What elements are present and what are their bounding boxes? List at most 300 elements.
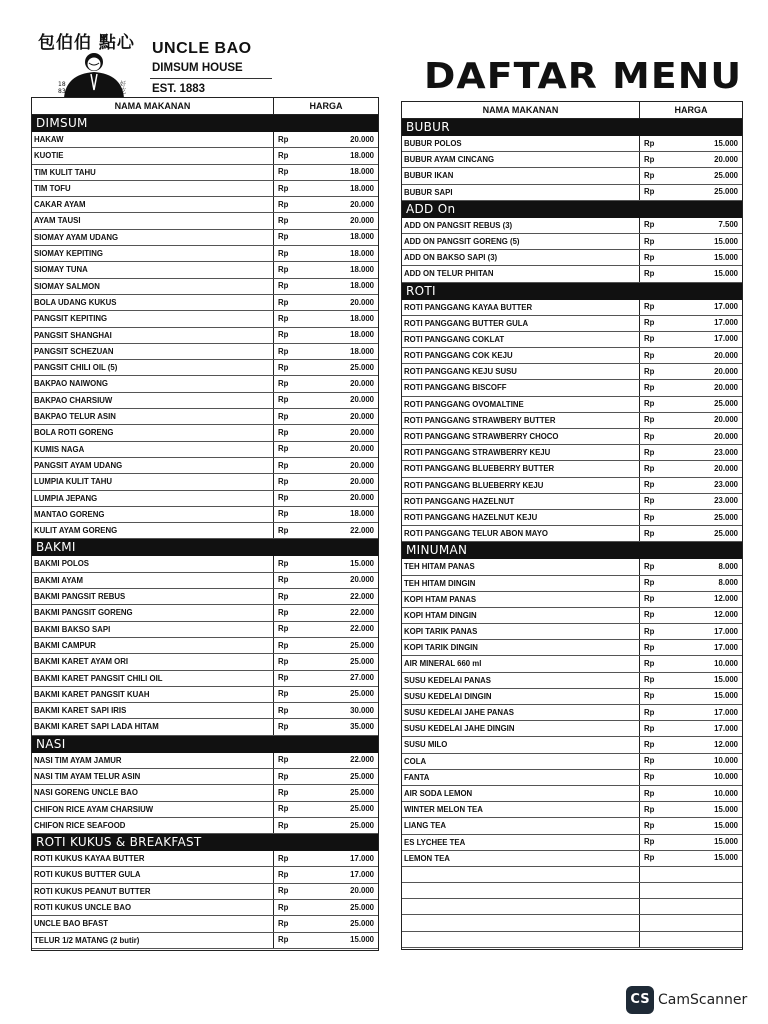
item-currency: Rp xyxy=(278,559,289,569)
menu-item-row xyxy=(32,328,378,344)
item-price: 25.000 xyxy=(350,689,374,699)
menu-item-row xyxy=(32,262,378,278)
item-price: 20.000 xyxy=(714,431,738,441)
item-name: ROTI PANGGANG BISCOFF xyxy=(402,380,640,395)
item-price: 20.000 xyxy=(350,216,374,226)
menu-item-row xyxy=(402,185,742,201)
item-currency: Rp xyxy=(278,722,289,732)
item-name: BAKMI AYAM xyxy=(32,573,274,588)
item-currency: Rp xyxy=(278,886,289,896)
item-currency: Rp xyxy=(278,281,289,291)
menu-item-row xyxy=(402,152,742,168)
item-currency: Rp xyxy=(644,723,655,733)
menu-item-row xyxy=(402,168,742,184)
item-currency: Rp xyxy=(644,675,655,685)
item-name: FANTA xyxy=(402,770,640,785)
item-currency: Rp xyxy=(278,935,289,945)
item-name: ROTI PANGGANG BUTTER GULA xyxy=(402,316,640,331)
item-currency: Rp xyxy=(278,444,289,454)
item-price: 15.000 xyxy=(714,804,738,814)
item-price: 27.000 xyxy=(350,673,374,683)
item-name: SUSU KEDELAI JAHE PANAS xyxy=(402,705,640,720)
item-price: 10.000 xyxy=(714,772,738,782)
item-name: LIANG TEA xyxy=(402,818,640,833)
item-price: 25.000 xyxy=(350,640,374,650)
item-currency: Rp xyxy=(644,350,655,360)
menu-item-row xyxy=(32,474,378,490)
item-currency: Rp xyxy=(278,150,289,160)
section-header: ADD On xyxy=(402,201,742,218)
left-menu-table xyxy=(31,97,379,951)
item-name: LEMON TEA xyxy=(402,851,640,866)
section-header: MINUMAN xyxy=(402,542,742,559)
item-name: AYAM TAUSI xyxy=(32,213,274,228)
item-name: PANGSIT SCHEZUAN xyxy=(32,344,274,359)
section-header: DIMSUM xyxy=(32,115,378,132)
item-price: 18.000 xyxy=(350,330,374,340)
menu-item-row xyxy=(402,624,742,640)
menu-item-row xyxy=(32,605,378,621)
item-currency: Rp xyxy=(644,318,655,328)
item-name: CHIFON RICE SEAFOOD xyxy=(32,818,274,833)
item-name: BUBUR POLOS xyxy=(402,136,640,151)
item-currency: Rp xyxy=(278,705,289,715)
menu-item-row xyxy=(32,556,378,572)
item-currency: Rp xyxy=(278,134,289,144)
item-currency: Rp xyxy=(278,656,289,666)
item-price: 17.000 xyxy=(714,318,738,328)
item-currency: Rp xyxy=(644,659,655,669)
brand-name: UNCLE BAO xyxy=(152,40,252,57)
item-currency: Rp xyxy=(278,607,289,617)
item-currency: Rp xyxy=(644,366,655,376)
item-name: KOPI HTAM DINGIN xyxy=(402,608,640,623)
menu-item-row xyxy=(402,478,742,494)
item-price: 23.000 xyxy=(714,447,738,457)
item-currency: Rp xyxy=(278,820,289,830)
item-currency: Rp xyxy=(644,561,655,571)
item-price: 20.000 xyxy=(350,379,374,389)
camscanner-label: CamScanner xyxy=(658,992,748,1008)
item-price: 25.000 xyxy=(350,787,374,797)
item-price: 20.000 xyxy=(714,415,738,425)
item-price: 18.000 xyxy=(350,150,374,160)
logo-chinese-name: 包伯伯 點心 xyxy=(38,33,135,53)
menu-item-row xyxy=(402,461,742,477)
item-name: ROTI KUKUS BUTTER GULA xyxy=(32,867,274,882)
item-price: 18.000 xyxy=(350,509,374,519)
item-name: TIM KULIT TAHU xyxy=(32,165,274,180)
item-price: 17.000 xyxy=(350,853,374,863)
item-currency: Rp xyxy=(278,591,289,601)
item-currency: Rp xyxy=(644,447,655,457)
item-name: ROTI KUKUS KAYAA BUTTER xyxy=(32,851,274,866)
item-name: SUSU KEDELAI JAHE DINGIN xyxy=(402,721,640,736)
item-name: PANGSIT KEPITING xyxy=(32,311,274,326)
item-name: PANGSIT AYAM UDANG xyxy=(32,458,274,473)
menu-item-row xyxy=(32,573,378,589)
menu-item-row xyxy=(32,181,378,197)
item-price: 17.000 xyxy=(714,334,738,344)
item-name: SUSU KEDELAI PANAS xyxy=(402,673,640,688)
item-name: TEH HITAM PANAS xyxy=(402,559,640,574)
empty-cell xyxy=(402,932,640,947)
logo xyxy=(38,28,148,98)
item-name: NASI GORENG UNCLE BAO xyxy=(32,785,274,800)
empty-cell xyxy=(402,915,640,930)
item-price: 18.000 xyxy=(350,265,374,275)
item-name: SUSU KEDELAI DINGIN xyxy=(402,689,640,704)
established-year: EST. 1883 xyxy=(152,83,206,95)
item-price: 17.000 xyxy=(350,870,374,880)
menu-item-row xyxy=(32,507,378,523)
item-price: 20.000 xyxy=(350,134,374,144)
item-name: TIM TOFU xyxy=(32,181,274,196)
menu-item-row xyxy=(32,360,378,376)
item-name: BAKMI BAKSO SAPI xyxy=(32,622,274,637)
item-name: CHIFON RICE AYAM CHARSIUW xyxy=(32,802,274,817)
svg-text:好: 好 xyxy=(120,81,127,88)
item-currency: Rp xyxy=(278,216,289,226)
item-price: 25.000 xyxy=(350,919,374,929)
item-currency: Rp xyxy=(278,853,289,863)
item-currency: Rp xyxy=(278,689,289,699)
item-name: ROTI PANGGANG TELUR ABON MAYO xyxy=(402,526,640,541)
item-name: KOPI TARIK DINGIN xyxy=(402,640,640,655)
item-price: 18.000 xyxy=(350,183,374,193)
menu-item-row xyxy=(402,136,742,152)
menu-item-row xyxy=(402,413,742,429)
item-currency: Rp xyxy=(278,804,289,814)
item-price: 7.500 xyxy=(718,220,738,230)
item-currency: Rp xyxy=(644,334,655,344)
item-name: BAKMI CAMPUR xyxy=(32,638,274,653)
item-price: 22.000 xyxy=(350,607,374,617)
item-name: PANGSIT SHANGHAI xyxy=(32,328,274,343)
menu-item-row xyxy=(32,933,378,949)
menu-item-row xyxy=(32,148,378,164)
svg-text:18: 18 xyxy=(58,81,66,88)
column-header-name: NAMA MAKANAN xyxy=(32,98,274,114)
item-price: 10.000 xyxy=(714,788,738,798)
item-currency: Rp xyxy=(278,346,289,356)
item-name: BAKMI PANGSIT GORENG xyxy=(32,605,274,620)
item-currency: Rp xyxy=(644,853,655,863)
item-currency: Rp xyxy=(278,167,289,177)
menu-item-row xyxy=(32,442,378,458)
menu-item-row xyxy=(32,867,378,883)
item-name: BAKMI KARET PANGSIT CHILI OIL xyxy=(32,671,274,686)
item-name: LUMPIA JEPANG xyxy=(32,491,274,506)
item-name: ROTI PANGGANG KAYAA BUTTER xyxy=(402,300,640,315)
item-price: 20.000 xyxy=(350,199,374,209)
menu-item-row xyxy=(32,769,378,785)
item-currency: Rp xyxy=(644,480,655,490)
item-name: KOPI HTAM PANAS xyxy=(402,592,640,607)
item-name: NASI TIM AYAM TELUR ASIN xyxy=(32,769,274,784)
item-price: 25.000 xyxy=(714,528,738,538)
item-currency: Rp xyxy=(278,640,289,650)
menu-item-row xyxy=(402,851,742,867)
item-price: 18.000 xyxy=(350,232,374,242)
item-price: 20.000 xyxy=(350,395,374,405)
item-price: 20.000 xyxy=(714,463,738,473)
item-name: TELUR 1/2 MATANG (2 butir) xyxy=(32,933,274,948)
item-currency: Rp xyxy=(278,771,289,781)
item-currency: Rp xyxy=(644,302,655,312)
item-name: BOLA UDANG KUKUS xyxy=(32,295,274,310)
item-currency: Rp xyxy=(644,170,655,180)
svg-text:83: 83 xyxy=(58,88,66,95)
item-name: ROTI PANGGANG STRAWBERY BUTTER xyxy=(402,413,640,428)
menu-item-row xyxy=(32,279,378,295)
menu-item-row xyxy=(402,559,742,575)
menu-item-row xyxy=(32,654,378,670)
menu-item-row xyxy=(32,295,378,311)
item-price: 20.000 xyxy=(714,366,738,376)
menu-item-row xyxy=(402,737,742,753)
item-currency: Rp xyxy=(644,463,655,473)
item-name: AIR MINERAL 660 ml xyxy=(402,656,640,671)
item-name: BUBUR AYAM CINCANG xyxy=(402,152,640,167)
item-price: 25.000 xyxy=(350,820,374,830)
empty-cell xyxy=(402,867,640,882)
item-currency: Rp xyxy=(644,399,655,409)
item-price: 20.000 xyxy=(350,460,374,470)
item-name: ROTI PANGGANG BLUEBERRY KEJU xyxy=(402,478,640,493)
section-header: BUBUR xyxy=(402,119,742,136)
menu-item-row xyxy=(32,884,378,900)
menu-item-row xyxy=(402,510,742,526)
item-name: AIR SODA LEMON xyxy=(402,786,640,801)
item-name: BUBUR IKAN xyxy=(402,168,640,183)
camscanner-watermark xyxy=(626,986,747,1014)
item-price: 20.000 xyxy=(350,444,374,454)
item-currency: Rp xyxy=(278,787,289,797)
item-currency: Rp xyxy=(644,642,655,652)
item-name: BAKPAO TELUR ASIN xyxy=(32,409,274,424)
item-currency: Rp xyxy=(278,525,289,535)
empty-row xyxy=(402,899,742,915)
item-price: 15.000 xyxy=(350,559,374,569)
item-name: ROTI PANGGANG HAZELNUT xyxy=(402,494,640,509)
item-price: 22.000 xyxy=(350,624,374,634)
item-price: 17.000 xyxy=(714,707,738,717)
item-currency: Rp xyxy=(278,265,289,275)
item-name: HAKAW xyxy=(32,132,274,147)
item-currency: Rp xyxy=(644,626,655,636)
item-currency: Rp xyxy=(644,252,655,262)
item-name: ROTI PANGGANG COKLAT xyxy=(402,332,640,347)
item-price: 20.000 xyxy=(350,476,374,486)
menu-item-row xyxy=(32,523,378,539)
item-name: ROTI PANGGANG BLUEBERRY BUTTER xyxy=(402,461,640,476)
item-currency: Rp xyxy=(644,756,655,766)
menu-item-row xyxy=(402,445,742,461)
menu-item-row xyxy=(402,640,742,656)
item-price: 15.000 xyxy=(714,236,738,246)
item-currency: Rp xyxy=(644,578,655,588)
item-currency: Rp xyxy=(644,154,655,164)
menu-item-row xyxy=(32,900,378,916)
menu-item-row xyxy=(32,409,378,425)
item-price: 20.000 xyxy=(714,383,738,393)
item-currency: Rp xyxy=(278,575,289,585)
item-name: UNCLE BAO BFAST xyxy=(32,916,274,931)
menu-item-row xyxy=(32,344,378,360)
right-menu-table xyxy=(401,101,743,950)
item-name: COLA xyxy=(402,754,640,769)
item-currency: Rp xyxy=(278,428,289,437)
item-name: ROTI KUKUS PEANUT BUTTER xyxy=(32,884,274,899)
menu-item-row xyxy=(32,785,378,801)
item-name: SIOMAY AYAM UDANG xyxy=(32,230,274,245)
item-price: 10.000 xyxy=(714,756,738,766)
menu-item-row xyxy=(32,213,378,229)
item-name: ROTI PANGGANG STRAWBERRY KEJU xyxy=(402,445,640,460)
menu-item-row xyxy=(32,638,378,654)
empty-cell xyxy=(402,899,640,914)
item-currency: Rp xyxy=(278,624,289,634)
item-price: 18.000 xyxy=(350,167,374,177)
item-price: 15.000 xyxy=(714,837,738,847)
item-price: 18.000 xyxy=(350,313,374,323)
camscanner-logo-icon: CS xyxy=(626,986,654,1014)
header-divider xyxy=(150,78,272,79)
item-name: TEH HITAM DINGIN xyxy=(402,576,640,591)
table-header xyxy=(402,102,742,119)
menu-item-row xyxy=(32,851,378,867)
empty-cell xyxy=(402,883,640,898)
item-currency: Rp xyxy=(278,476,289,486)
item-name: ROTI PANGGANG OVOMALTINE xyxy=(402,397,640,412)
item-name: BAKPAO CHARSIUW xyxy=(32,393,274,408)
menu-item-row xyxy=(32,458,378,474)
item-price: 25.000 xyxy=(350,656,374,666)
menu-item-row xyxy=(402,266,742,282)
menu-item-row xyxy=(402,316,742,332)
item-price: 35.000 xyxy=(350,722,374,732)
item-currency: Rp xyxy=(644,707,655,717)
item-price: 8.000 xyxy=(718,578,738,588)
item-price: 20.000 xyxy=(350,428,374,437)
item-currency: Rp xyxy=(278,379,289,389)
table-header xyxy=(32,98,378,115)
item-currency: Rp xyxy=(278,297,289,307)
item-price: 8.000 xyxy=(718,561,738,571)
menu-item-row xyxy=(32,197,378,213)
menu-item-row xyxy=(402,770,742,786)
item-currency: Rp xyxy=(644,512,655,522)
item-name: SIOMAY TUNA xyxy=(32,262,274,277)
item-price: 25.000 xyxy=(714,512,738,522)
item-price: 25.000 xyxy=(350,804,374,814)
item-price: 17.000 xyxy=(714,723,738,733)
chef-figure-icon xyxy=(56,50,132,98)
page-title: DAFTAR MENU xyxy=(424,56,743,97)
item-price: 23.000 xyxy=(714,496,738,506)
item-name: BAKMI PANGSIT REBUS xyxy=(32,589,274,604)
item-name: ADD ON TELUR PHITAN xyxy=(402,266,640,281)
menu-item-row xyxy=(402,429,742,445)
item-currency: Rp xyxy=(644,610,655,620)
empty-row xyxy=(402,883,742,899)
item-price: 20.000 xyxy=(350,297,374,307)
item-price: 17.000 xyxy=(714,302,738,312)
item-name: BAKMI POLOS xyxy=(32,556,274,571)
item-currency: Rp xyxy=(644,187,655,197)
item-price: 12.000 xyxy=(714,610,738,620)
item-currency: Rp xyxy=(644,138,655,148)
item-price: 18.000 xyxy=(350,248,374,258)
item-price: 25.000 xyxy=(714,187,738,197)
empty-row xyxy=(402,915,742,931)
item-price: 22.000 xyxy=(350,755,374,765)
column-header-price: HARGA xyxy=(309,100,343,111)
menu-item-row xyxy=(402,673,742,689)
item-name: SIOMAY SALMON xyxy=(32,279,274,294)
menu-item-row xyxy=(32,753,378,769)
menu-item-row xyxy=(32,671,378,687)
item-name: ES LYCHEE TEA xyxy=(402,835,640,850)
item-price: 23.000 xyxy=(714,480,738,490)
item-currency: Rp xyxy=(278,411,289,421)
item-price: 22.000 xyxy=(350,591,374,601)
item-price: 15.000 xyxy=(714,138,738,148)
item-currency: Rp xyxy=(644,804,655,814)
item-name: BUBUR SAPI xyxy=(402,185,640,200)
menu-item-row xyxy=(402,526,742,542)
item-price: 12.000 xyxy=(714,594,738,604)
item-price: 25.000 xyxy=(714,399,738,409)
item-currency: Rp xyxy=(278,232,289,242)
item-currency: Rp xyxy=(644,772,655,782)
menu-item-row xyxy=(402,656,742,672)
item-currency: Rp xyxy=(278,395,289,405)
item-currency: Rp xyxy=(278,330,289,340)
item-name: SUSU MILO xyxy=(402,737,640,752)
item-name: KOPI TARIK PANAS xyxy=(402,624,640,639)
item-price: 15.000 xyxy=(714,820,738,830)
item-price: 15.000 xyxy=(714,675,738,685)
item-name: BAKMI KARET AYAM ORI xyxy=(32,654,274,669)
item-currency: Rp xyxy=(644,788,655,798)
item-price: 15.000 xyxy=(714,268,738,278)
menu-item-row xyxy=(32,425,378,441)
menu-item-row xyxy=(32,246,378,262)
item-currency: Rp xyxy=(644,415,655,425)
menu-item-row xyxy=(402,705,742,721)
item-price: 25.000 xyxy=(350,902,374,912)
item-name: KULIT AYAM GORENG xyxy=(32,523,274,538)
item-currency: Rp xyxy=(278,362,289,372)
item-currency: Rp xyxy=(278,509,289,519)
item-currency: Rp xyxy=(644,837,655,847)
empty-row xyxy=(402,867,742,883)
item-name: ADD ON PANGSIT REBUS (3) xyxy=(402,218,640,233)
menu-item-row xyxy=(402,608,742,624)
menu-item-row xyxy=(32,818,378,834)
item-price: 17.000 xyxy=(714,626,738,636)
item-currency: Rp xyxy=(644,528,655,538)
item-currency: Rp xyxy=(278,902,289,912)
menu-item-row xyxy=(32,687,378,703)
item-price: 25.000 xyxy=(714,170,738,180)
item-name: ROTI PANGGANG HAZELNUT KEJU xyxy=(402,510,640,525)
item-name: LUMPIA KULIT TAHU xyxy=(32,474,274,489)
menu-item-row xyxy=(402,300,742,316)
section-header: ROTI KUKUS & BREAKFAST xyxy=(32,834,378,851)
